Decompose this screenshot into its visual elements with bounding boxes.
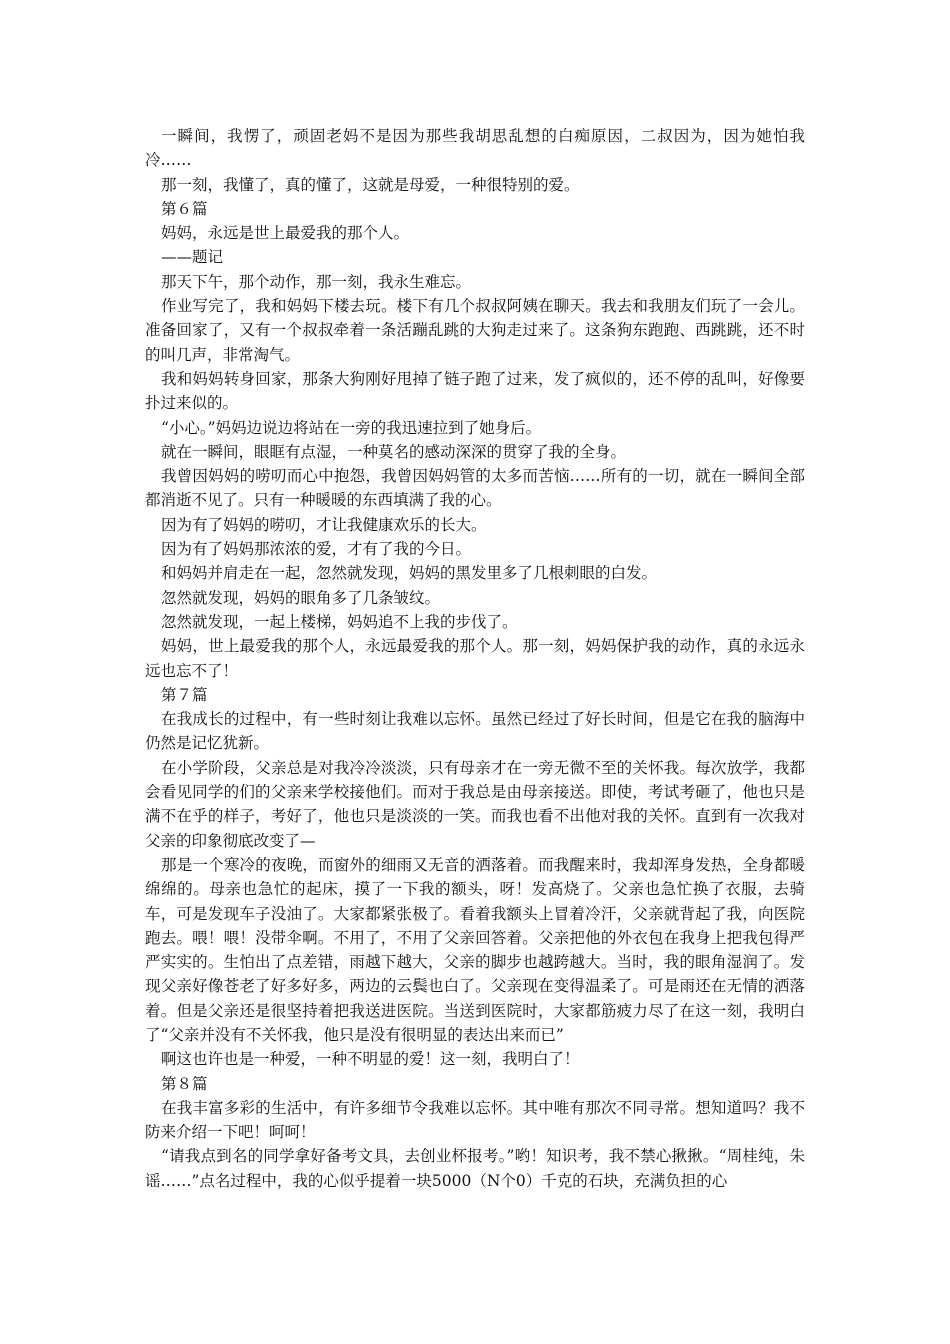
section-heading: 第８篇 [161, 1074, 208, 1093]
paragraph: 啊这也许也是一种爱，一种不明显的爱！这一刻，我明白了！ [161, 1050, 580, 1069]
epigraph-label: ——题记 [161, 248, 224, 267]
paragraph: 作业写完了，我和妈妈下楼去玩。楼下有几个叔叔阿姨在聊天。我去和我朋友们玩了一会儿。准备回家了，又有一个叔叔牵着一条活蹦乱跳的大狗走过来了。这条狗东跑跑、西跳跳，还不时的叫几声，非常淘气。 [145, 297, 805, 364]
section-heading: 第６篇 [161, 199, 208, 218]
paragraph: 我和妈妈转身回家，那条大狗刚好甩掉了链子跑了过来，发了疯似的，还不停的乱叫，好像要扑过来似的。 [145, 369, 805, 413]
paragraph: 我曾因妈妈的唠叨而心中抱怨，我曾因妈妈管的太多而苦恼……所有的一切，就在一瞬间全部都消逝不见了。只有一种暖暖的东西填满了我的心。 [145, 467, 805, 510]
paragraph: 因为有了妈妈那浓浓的爱，才有了我的今日。 [161, 540, 472, 559]
document-body [145, 124, 805, 1193]
paragraph: 妈妈，永远是世上最爱我的那个人。 [161, 224, 410, 243]
paragraph: 在我成长的过程中，有一些时刻让我难以忘怀。虽然已经过了好长时间，但是它在我的脑海中仍然是记忆犹新。 [145, 710, 805, 753]
paragraph: 那天下午，那个动作，那一刻，我永生难忘。 [161, 272, 472, 291]
paragraph: 妈妈，世上最爱我的那个人，永远最爱我的那个人。那一刻，妈妈保护我的动作，真的永远永远也忘不了！ [145, 637, 805, 680]
paragraph: 那是一个寒冷的夜晚，而窗外的细雨又无音的洒落着。而我醒来时，我却浑身发热，全身都暖绵绵的。母亲也急忙的起床，摸了一下我的额头，呀！发高烧了。父亲也急忙换了衣服，去骑车，可是发现车子没油了。大家都紧张极了。看着我额头上冒着冷汗，父亲就背起了我，向医院跑去。喂！喂！没带伞啊。不用了，不用了父亲回答着。父亲把他的外衣包在我身上把我包得严严实实的。生怕出了点差错，雨越下越大，父亲的脚步也越跨越大。当时，我的眼角湿润了。发现父亲好像苍老了好多好多，两边的云鬓也白了。父亲现在变得温柔了。可是雨还在无情的洒落着。但是父亲还是很坚持着把我送进医院。当送到医院时，大家都筋疲力尽了在这一刻，我明白了“父亲并没有不关怀我，他只是没有很明显的表达出来而已” [145, 855, 805, 1044]
paragraph: 一瞬间，我愣了，顽固老妈不是因为那些我胡思乱想的白痴原因，二叔因为，因为她怕我冷…… [145, 127, 805, 170]
paragraph: 忽然就发现，妈妈的眼角多了几条皱纹。 [161, 588, 441, 607]
paragraph: “小心。”妈妈边说边将站在一旁的我迅速拉到了她身后。 [161, 418, 542, 437]
paragraph: “请我点到名的同学拿好备考文具，去创业杯报考。”哟！知识考，我不禁心揪揪。“周桂纯，朱谣……”点名过程中，我的心似乎提着一块5000（N个0）千克的石块，充满负担的心 [145, 1147, 805, 1190]
paragraph: 忽然就发现，一起上楼梯，妈妈追不上我的步伐了。 [161, 612, 518, 631]
paragraph: 因为有了妈妈的唠叨，才让我健康欢乐的长大。 [161, 515, 487, 534]
paragraph: 就在一瞬间，眼眶有点湿，一种莫名的感动深深的贯穿了我的全身。 [161, 442, 627, 461]
paragraph: 和妈妈并肩走在一起，忽然就发现，妈妈的黑发里多了几根刺眼的白发。 [161, 564, 658, 583]
paragraph: 在我丰富多彩的生活中，有许多细节令我难以忘怀。其中唯有那次不同寻常。想知道吗？我不防来介绍一下吧！呵呵！ [145, 1098, 805, 1142]
section-heading: 第７篇 [161, 685, 208, 704]
paragraph: 在小学阶段，父亲总是对我冷冷淡淡，只有母亲才在一旁无微不至的关怀我。每次放学，我都会看见同学的们的父亲来学校接他们。而对于我总是由母亲接送。即使，考试考砸了，他也只是满不在乎的样子，考好了，他也只是淡淡的一笑。而我也看不出他对我的关怀。直到有一次我对父亲的印象彻底改变了— [145, 758, 805, 850]
paragraph: 那一刻，我懂了，真的懂了，这就是母爱，一种很特别的爱。 [161, 175, 580, 194]
